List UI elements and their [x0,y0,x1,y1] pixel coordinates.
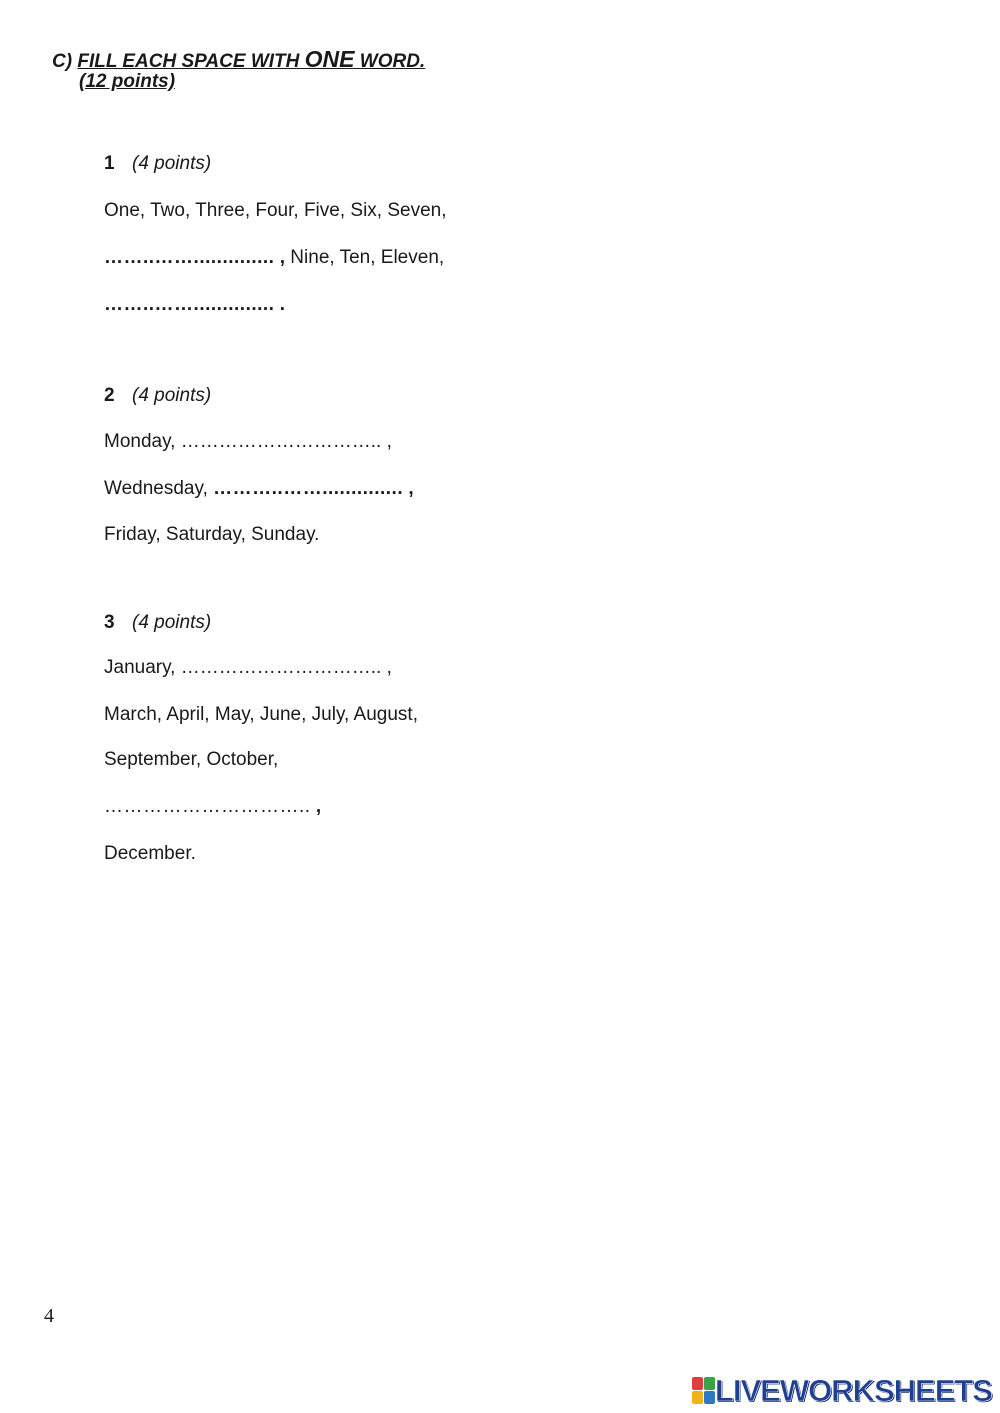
question-points: (4 points) [132,612,212,633]
separator: , [403,478,414,499]
instruction-text-before: FILL EACH SPACE WITH [77,51,305,72]
question-1-line-2 [104,247,444,269]
answer-blank-3[interactable]: ………..…….............. [213,478,404,499]
section-points: (12 points) [79,71,176,92]
question-1-line-2-rest: Nine, Ten, Eleven, [285,247,445,268]
question-3-line-1[interactable]: January, ………………………….. , [104,657,392,678]
answer-blank-1[interactable]: ……..…….............. [104,247,275,268]
liveworksheets-logo [692,1374,992,1408]
question-1-line-1: One, Two, Three, Four, Five, Six, Seven, [104,200,447,221]
question-2-line-1[interactable]: Monday, ………………………….. , [104,431,392,452]
question-2-line-3: Friday, Saturday, Sunday. [104,524,320,545]
instruction-emphasis: ONE [304,46,355,72]
separator: , [310,796,322,817]
page-number: 4 [44,1305,54,1327]
question-2-header [104,385,211,407]
question-3-line-4 [104,796,321,818]
logo-text: LIVEWORKSHEETS [714,1373,992,1408]
section-instruction [77,46,426,72]
question-points: (4 points) [132,385,212,406]
question-3-line-3: September, October, [104,749,279,770]
section-label: C) [52,51,73,72]
period: . [274,294,286,315]
question-3-header [104,612,211,634]
question-number: 2 [104,385,115,406]
answer-blank-4[interactable]: ………………………….. [104,796,311,817]
section-heading [52,46,426,92]
question-number: 3 [104,612,115,633]
liveworksheets-logo-icon [692,1377,712,1405]
instruction-text-after: WORD. [354,51,426,72]
separator: , [274,247,286,268]
question-number: 1 [104,153,115,174]
question-points: (4 points) [132,153,212,174]
question-1-header [104,153,211,175]
question-3-line-2: March, April, May, June, July, August, [104,704,418,725]
question-2-line-2-text: Wednesday, [104,478,214,499]
question-2-line-2 [104,478,414,500]
question-1-line-3 [104,294,285,316]
answer-blank-2[interactable]: ……..…….............. [104,294,275,315]
question-3-line-5: December. [104,843,196,864]
